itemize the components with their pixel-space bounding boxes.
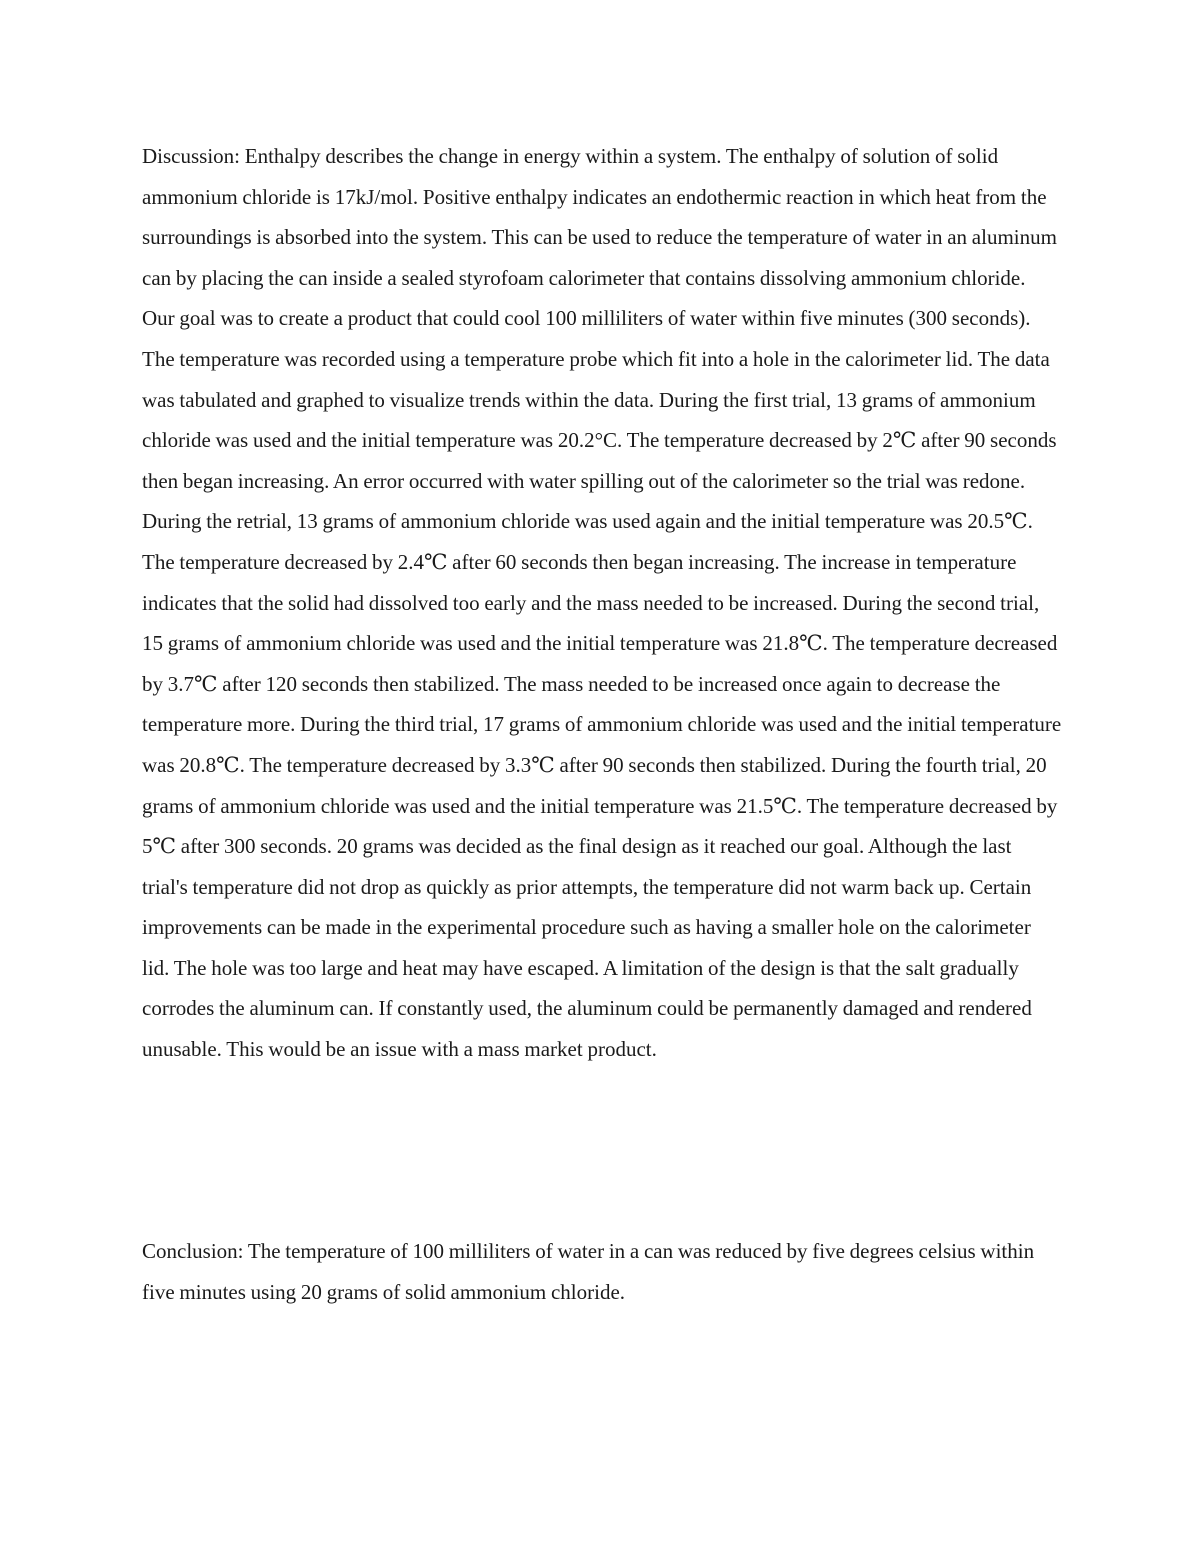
discussion-paragraph: Discussion: Enthalpy describes the change in energy within a system. The enthalpy of solution of solid ammonium chloride is 17kJ/mol. Positive enthalpy indicates an endothermic reaction in which heat from the surroundings is absorbed into the system. This can be used to reduce the temperature of water in an aluminum can by placing the can inside a sealed styrofoam calorimeter that contains dissolving ammonium chloride. Our goal was to create a product that could cool 100 milliliters of water within five minutes (300 seconds). The temperature was recorded using a temperature probe which fit into a hole in the calorimeter lid. The data was tabulated and graphed to visualize trends within the data. During the first trial, 13 grams of ammonium chloride was used and the initial temperature was 20.2°C. The temperature decreased by 2℃ after 90 seconds then began increasing. An error occurred with water spilling out of the calorimeter so the trial was redone. During the retrial, 13 grams of ammonium chloride was used again and the initial temperature was 20.5℃. The temperature decreased by 2.4℃ after 60 seconds then began increasing. The increase in temperature indicates that the solid had dissolved too early and the mass needed to be increased. During the second trial, 15 grams of ammonium chloride was used and the initial temperature was 21.8℃. The temperature decreased by 3.7℃ after 120 seconds then stabilized. The mass needed to be increased once again to decrease the temperature more. During the third trial, 17 grams of ammonium chloride was used and the initial temperature was 20.8℃. The temperature decreased by 3.3℃ after 90 seconds then stabilized. During the fourth trial, 20 grams of ammonium chloride was used and the initial temperature was 21.5℃. The temperature decreased by 5℃ after 300 seconds. 20 grams was decided as the final design as it reached our goal. Although the last trial's temperature did not drop as quickly as prior attempts, the temperature did not warm back up. Certain improvements can be made in the experimental procedure such as having a smaller hole on the calorimeter lid. The hole was too large and heat may have escaped. A limitation of the design is that the salt gradually corrodes the aluminum can. If constantly used, the aluminum could be permanently damaged and rendered unusable. This would be an issue with a mass market product. <box>142 144 1062 1062</box>
conclusion-paragraph: Conclusion: The temperature of 100 milliliters of water in a can was reduced by five degrees celsius within five minutes using 20 grams of solid ammonium chloride. <box>142 1239 1035 1304</box>
